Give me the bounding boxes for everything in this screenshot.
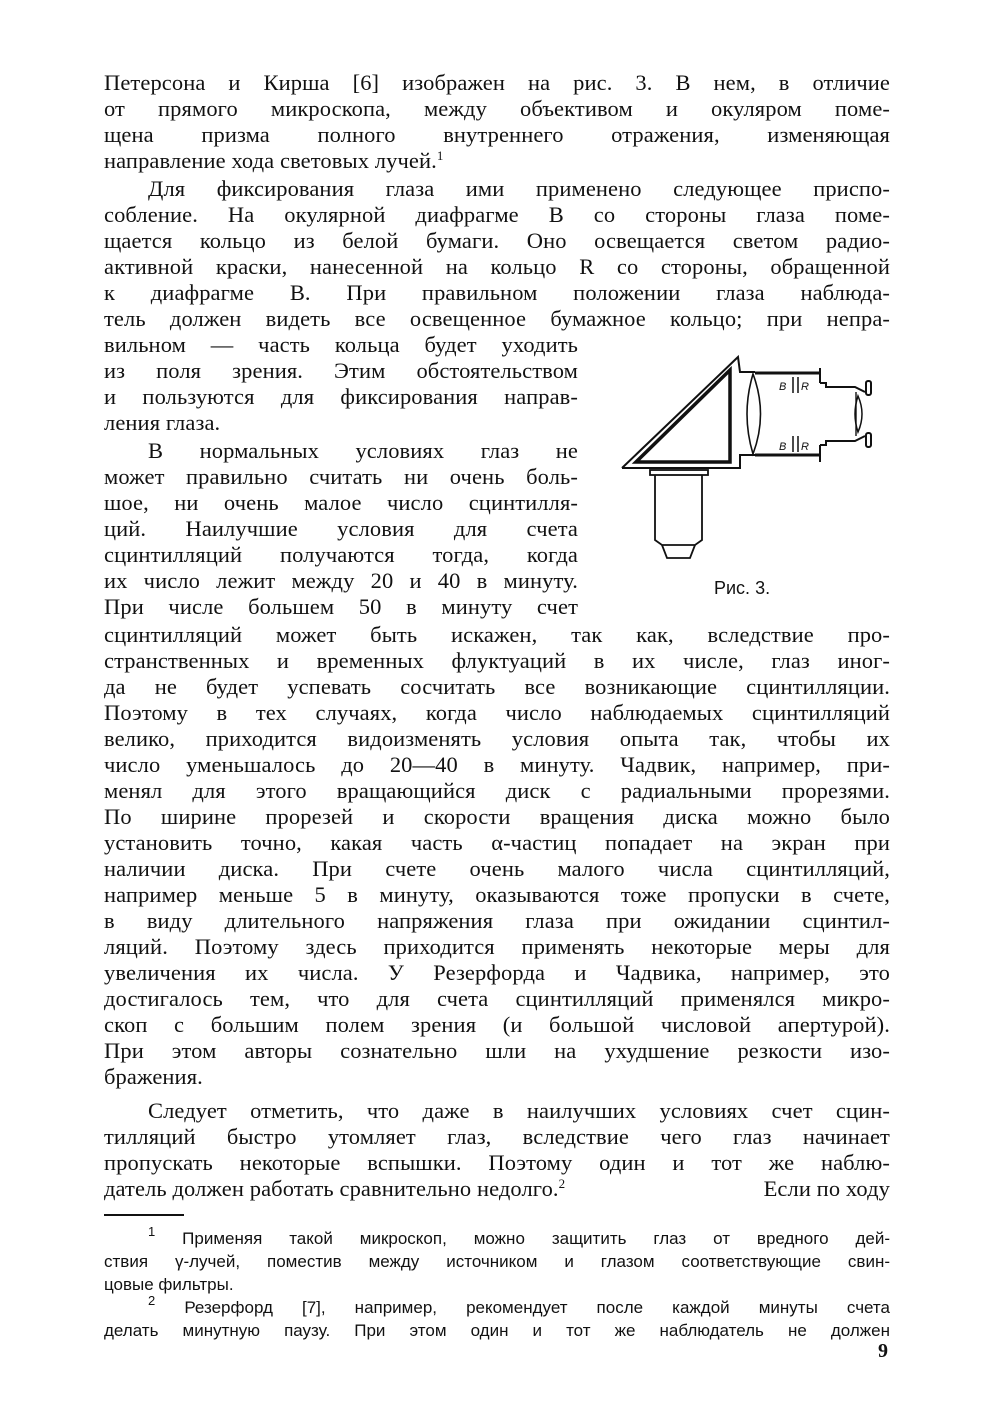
text-line: В нормальных условиях глаз не xyxy=(148,438,578,463)
text-line: По ширине прорезей и скорости вращения диска можно было xyxy=(104,804,890,829)
footnote-line: делать минутную паузу. При этом один и тот же наблюдатель не должен xyxy=(104,1321,890,1340)
microscope-prism-diagram xyxy=(600,340,900,570)
page-number: 9 xyxy=(878,1340,888,1362)
text-line: Поэтому в тех случаях, когда число наблюдаемых сцинтилляций xyxy=(104,700,890,725)
text-line: например меньше 5 в минуту, оказываются тоже пропуски в счете, xyxy=(104,882,890,907)
text-fragment: Если по ходу xyxy=(763,1176,890,1201)
footnote-line: ствия γ-лучей, поместив между источником и глазом соответствующие свин- xyxy=(104,1252,890,1271)
text-line: и пользуются для фиксирования направ- xyxy=(104,384,578,409)
text-line: сцинтилляций получаются тогда, когда xyxy=(104,542,578,567)
text-line: скоп с большим полем зрения (и большой числовой апертурой). xyxy=(104,1012,890,1037)
text-line: ления глаза. xyxy=(104,410,221,435)
text-line: тель должен видеть все освещенное бумажное кольцо; при непра- xyxy=(104,306,890,331)
text-line: да не будет успевать сосчитать все возникающие сцинтилляции. xyxy=(104,674,890,699)
text-line: щается кольцо из белой бумаги. Оно освещается светом радио- xyxy=(104,228,890,253)
text-line: может правильно считать ни очень боль- xyxy=(104,464,578,489)
text-line: ляций. Поэтому здесь приходится применять некоторые меры для xyxy=(104,934,890,959)
text-line: ций. Наилучшие условия для счета xyxy=(104,516,578,541)
label-r-top: R xyxy=(801,381,809,393)
text-line: При этом авторы сознательно шли на ухудшение резкости изо- xyxy=(104,1038,890,1063)
footnote-line xyxy=(104,1293,890,1319)
text-line xyxy=(104,1176,890,1202)
label-r-bottom: R xyxy=(801,441,809,453)
text-line: вильном — часть кольца будет уходить xyxy=(104,332,578,357)
footnote-ref-2: 2 xyxy=(558,1176,566,1191)
footnote-marker: 1 xyxy=(148,1224,156,1239)
text-line: собление. На окулярной диафрагме B со стороны глаза поме- xyxy=(104,202,890,227)
text-line: Следует отметить, что даже в наилучших условиях счет сцин- xyxy=(148,1098,890,1123)
text-line: бражения. xyxy=(104,1064,203,1089)
footnote-line xyxy=(104,1224,890,1250)
text-line: При числе большем 50 в минуту счет xyxy=(104,594,578,619)
text-fragment xyxy=(104,1176,565,1202)
text-line: их число лежит между 20 и 40 в минуту. xyxy=(104,568,578,593)
footnote-text: Применяя такой микроскоп, можно защитить глаз от вредного дей- xyxy=(182,1229,890,1248)
footnote-text: Резерфорд [7], например, рекомендует после каждой минуты счета xyxy=(184,1298,890,1317)
text-line xyxy=(104,148,890,174)
text-line: странственных и временных флуктуаций в их числе, глаз иног- xyxy=(104,648,890,673)
footnote-line: цовые фильтры. xyxy=(104,1275,234,1294)
text-line: установить точно, какая часть α-частиц попадает на экран при xyxy=(104,830,890,855)
footnote-marker: 2 xyxy=(148,1293,156,1308)
footnote-divider xyxy=(104,1214,184,1216)
text-line: велико, приходится видоизменять условия опыта так, чтобы их xyxy=(104,726,890,751)
label-b-bottom: B xyxy=(779,441,787,453)
figure-caption: Рис. 3. xyxy=(714,578,771,598)
text-line: число уменьшалось до 20—40 в минуту. Чадвик, например, при- xyxy=(104,752,890,777)
label-b-top: B xyxy=(779,381,787,393)
footnote-ref-1: 1 xyxy=(436,148,444,163)
text-line: шое, ни очень малое число сцинтилля- xyxy=(104,490,578,515)
text-line: к диафрагме B. При правильном положении глаза наблюда- xyxy=(104,280,890,305)
text-line: щена призма полного внутреннего отражения, изменяющая xyxy=(104,122,890,147)
text-line: активной краски, нанесенной на кольцо R со стороны, обращенной xyxy=(104,254,890,279)
text-line: менял для этого вращающийся диск с радиальными прорезями. xyxy=(104,778,890,803)
text-line: достигалось тем, что для счета сцинтилляций применялся микро- xyxy=(104,986,890,1011)
text-line: от прямого микроскопа, между объективом и окуляром поме- xyxy=(104,96,890,121)
text-fragment: датель должен работать сравнительно недолго. xyxy=(104,1176,559,1201)
text-line: пропускать некоторые вспышки. Поэтому один и тот же наблю- xyxy=(104,1150,890,1175)
text-line: наличии диска. При счете очень малого числа сцинтилляций, xyxy=(104,856,890,881)
text-fragment: направление хода световых лучей. xyxy=(104,148,437,173)
text-line: в виду длительного напряжения глаза при ожидании сцинтил- xyxy=(104,908,890,933)
text-line: Для фиксирования глаза ими применено следующее приспо- xyxy=(148,176,890,201)
text-line: сцинтилляций может быть искажен, так как, вследствие про- xyxy=(104,622,890,647)
text-line: Петерсона и Кирша [6] изображен на рис. 3. В нем, в отличие xyxy=(104,70,890,95)
text-line: из поля зрения. Этим обстоятельством xyxy=(104,358,578,383)
text-line: тилляций быстро утомляет глаз, вследствие чего глаз начинает xyxy=(104,1124,890,1149)
text-line: увеличения их числа. У Резерфорда и Чадвика, например, это xyxy=(104,960,890,985)
